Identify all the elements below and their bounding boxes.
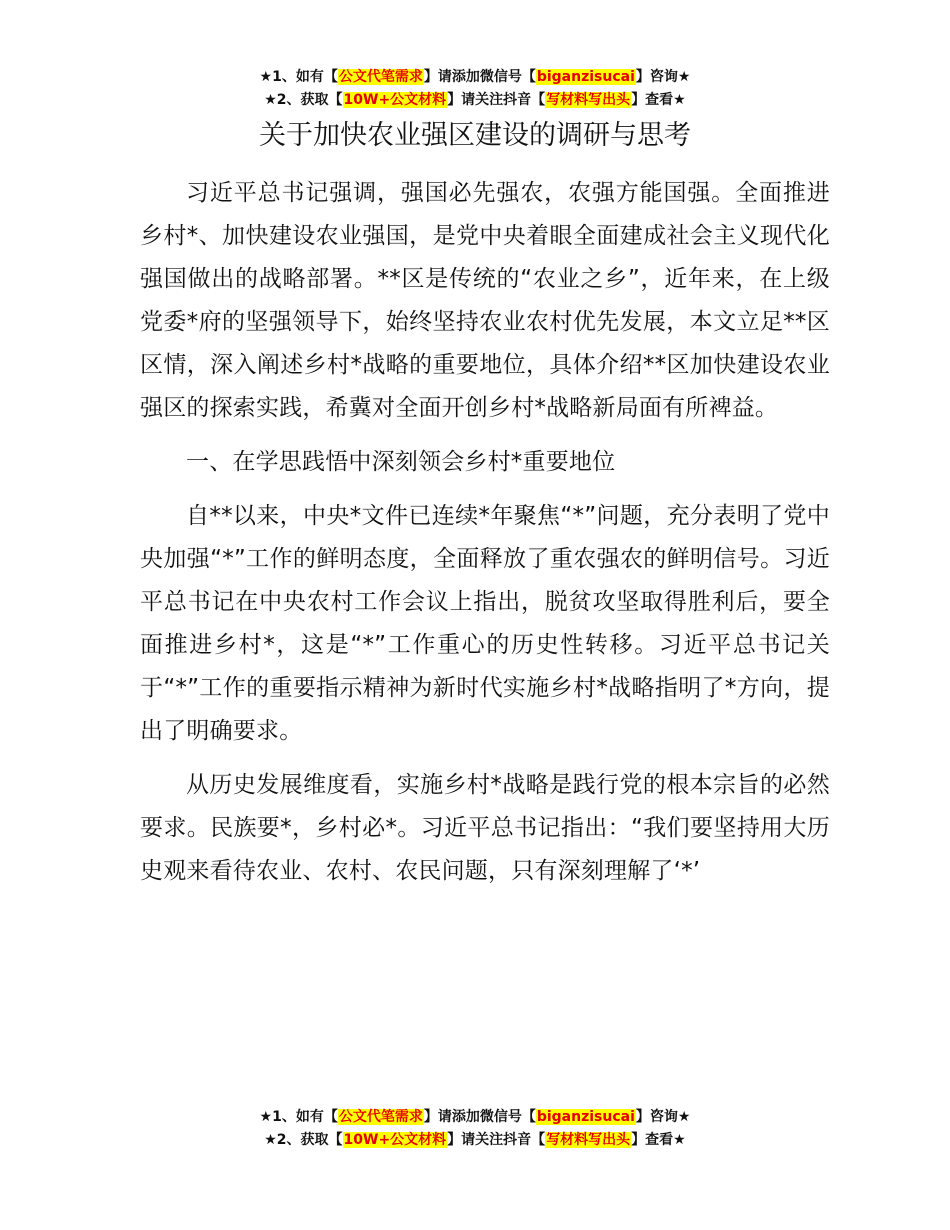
footer-banner — [0, 1106, 950, 1152]
banner-text: 】请关注抖音【 — [447, 1132, 546, 1148]
highlight-douyin-account: 写材料写出头 — [546, 1132, 631, 1148]
highlight-wechat-id: biganzisucai — [536, 1109, 635, 1125]
paragraph-2: 自**以来，中央*文件已连续*年聚焦“*”问题，充分表明了党中央加强“*”工作的鲜明态度，全面释放了重农强农的鲜明信号。习近平总书记在中央农村工作会议上指出，脱贫攻坚取得胜利后，要全面推进乡村*，这是“*”工作重心的历史性转移。习近平总书记关于“*”工作的重要指示精神为新时代实施乡村*战略指明了*方向，提出了明确要求。 — [140, 503, 830, 744]
banner-text: 】咨询★ — [635, 69, 691, 85]
banner-text: 】咨询★ — [635, 1109, 691, 1125]
highlight-wechat-id: biganzisucai — [536, 69, 635, 85]
highlight-service: 公文代笔需求 — [338, 69, 423, 85]
banner-line-2 — [0, 1129, 950, 1152]
paragraph-intro: 习近平总书记强调，强国必先强农，农强方能国强。全面推进乡村*、加快建设农业强国，是党中央着眼全面建成社会主义现代化强国做出的战略部署。**区是传统的“农业之乡”，近年来，在上级党委*府的坚强领导下，始终坚持农业农村优先发展，本文立足**区区情，深入阐述乡村*战略的重要地位，具体介绍**区加快建设农业强区的探索实践，希冀对全面开创乡村*战略新局面有所裨益。 — [140, 180, 830, 421]
banner-text: 】请关注抖音【 — [447, 92, 546, 108]
highlight-materials: 10W+公文材料 — [343, 92, 447, 108]
banner-text: ★1、如有【 — [259, 69, 338, 85]
banner-text: 】查看★ — [631, 92, 686, 108]
section-heading-1: 一、在学思践悟中深刻领会乡村*重要地位 — [186, 449, 616, 475]
paragraph-3: 从历史发展维度看，实施乡村*战略是践行党的根本宗旨的必然要求。民族要*，乡村必*。习近平总书记指出：“我们要坚持用大历史观来看待农业、农村、农民问题，只有深刻理解了‘*’ — [140, 772, 830, 884]
document-title: 关于加快农业强区建设的调研与思考 — [259, 120, 691, 151]
highlight-douyin-account: 写材料写出头 — [546, 92, 631, 108]
banner-line-1 — [0, 1106, 950, 1129]
banner-text: 】请添加微信号【 — [423, 1109, 536, 1125]
banner-text: ★2、获取【 — [264, 92, 343, 108]
highlight-materials: 10W+公文材料 — [343, 1132, 447, 1148]
banner-text: ★2、获取【 — [264, 1132, 343, 1148]
header-banner — [0, 66, 950, 112]
banner-line-2 — [0, 89, 950, 112]
document-body — [140, 172, 830, 893]
highlight-service: 公文代笔需求 — [338, 1109, 423, 1125]
banner-text: 】请添加微信号【 — [423, 69, 536, 85]
banner-text: 】查看★ — [631, 1132, 686, 1148]
banner-text: ★1、如有【 — [259, 1109, 338, 1125]
banner-line-1 — [0, 66, 950, 89]
